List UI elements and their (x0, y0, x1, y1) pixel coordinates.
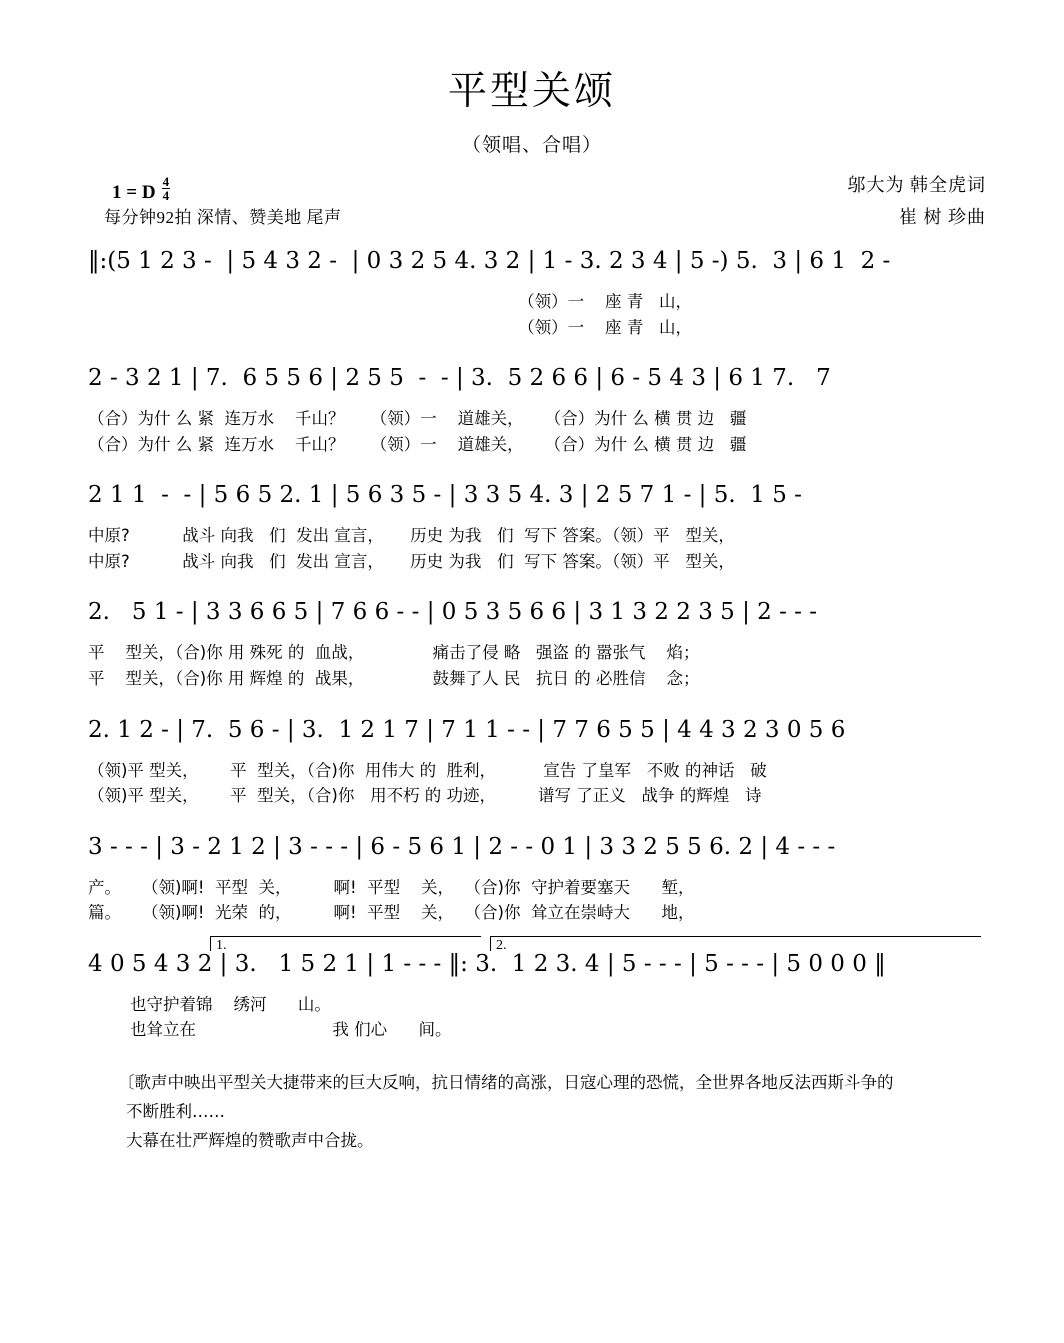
tempo-marking: 每分钟92拍 深情、赞美地 尾声 (104, 208, 342, 227)
page-subtitle: （领唱、合唱） (461, 135, 602, 156)
volta-bracket-2 (490, 936, 981, 951)
composer-credit: 崔 树 珍曲 (899, 207, 986, 227)
lyric-line-verse2: （领）一 座 青 山， (88, 317, 693, 337)
time-signature-denominator: 4 (162, 188, 170, 203)
footnote-line-3: 大幕在壮严辉煌的赞歌声中合拢。 (126, 1130, 374, 1150)
music-system-7 (0, 937, 1064, 1043)
music-system-1 (0, 249, 1064, 340)
lyric-line-verse1: 也守护着锦 绣河 山。 (88, 994, 331, 1014)
score-metadata (0, 169, 1064, 241)
lyric-line-verse2: 中原? 战斗 向我 们 发出 宣言， 历史 为我 们 写下 答案。（领）平 型关， (88, 551, 735, 571)
time-signature-numerator: 4 (162, 174, 170, 189)
notation-line: ‖:(5 1 2 3 - | 5 4 3 2 - | 0 3 2 5 4. 3 2 | 1 - 3. 2 3 4 | 5 -) 5. 3 | 6 1 2 - (88, 248, 891, 274)
page-title: 平型关颂 (447, 69, 616, 114)
key-signature-text: 1 = D (112, 182, 156, 203)
music-system-6 (0, 835, 1064, 926)
lyric-line-verse1: 中原? 战斗 向我 们 发出 宣言， 历史 为我 们 写下 答案。（领）平 型关， (88, 526, 735, 546)
volta-label-1: 1. (216, 937, 227, 953)
notation-line: 2 - 3 2 1 | 7. 6 5 5 6 | 2 5 5 - - | 3. 5 2 6 6 | 6 - 5 4 3 | 6 1 7. 7 (88, 365, 831, 392)
lyric-line-verse2: （领)平 型关， 平 型关，（合)你 用不朽 的 功迹， 谱写 了正义 战争 的辉煌 诗 (88, 786, 762, 806)
notation-line: 2. 1 2 - | 7. 5 6 - | 3. 1 2 1 7 | 7 1 1 - - | 7 7 6 5 5 | 4 4 3 2 3 0 5 6 (88, 716, 846, 743)
music-system-4 (0, 600, 1064, 691)
music-system-5 (0, 718, 1064, 809)
music-system-3 (0, 483, 1064, 574)
footnote-line-2: 不断胜利…… (126, 1101, 225, 1121)
lyric-line-verse1: （合）为什 么 紧 连万水 千山？ （领）一 道雄关， （合）为什 么 横 贯 边 疆 (88, 409, 747, 429)
notation-line: 3 - - - | 3 - 2 1 2 | 3 - - - | 6 - 5 6 1 | 2 - - 0 1 | 3 3 2 5 5 6. 2 | 4 - - - (88, 833, 836, 860)
sheet-music-page (0, 60, 1064, 1343)
lyric-line-verse1: （领）一 座 青 山， (88, 292, 693, 311)
lyric-line-verse1: 平 型关，（合)你 用 殊死 的 血战， 痛击了侵 略 强盗 的 嚣张气 焰； (88, 643, 700, 663)
time-signature (162, 175, 171, 202)
footnote-block (118, 1069, 948, 1156)
lyric-line-verse2: 平 型关，（合)你 用 辉煌 的 战果， 鼓舞了人 民 抗日 的 必胜信 念； (88, 668, 700, 688)
volta-bracket-1 (210, 936, 481, 951)
lyric-line-verse2: 也耸立在 我 们心 间。 (88, 1020, 452, 1040)
notation-line: 2 1 1 - - | 5 6 5 2. 1 | 5 6 3 5 - | 3 3 5 4. 3 | 2 5 7 1 - | 5. 1 5 - (88, 482, 802, 509)
lyric-line-verse1: （领)平 型关， 平 型关，（合)你 用伟大 的 胜利， 宣告 了皇军 不败 的神话 破 (88, 760, 767, 780)
key-signature (112, 175, 170, 204)
footnote-line-1: 〔歌声中映出平型关大捷带来的巨大反响，抗日情绪的高涨，日寇心理的恐慌，全世界各地反法西斯斗争的 (118, 1072, 894, 1092)
lyricist-credit: 邬大为 韩全虎词 (847, 175, 986, 195)
lyric-line-verse1: 产。 （领)啊! 平型 关， 啊! 平型 关， （合)你 守护着要塞天 堑， (88, 877, 695, 897)
volta-label-2: 2. (496, 937, 507, 953)
lyric-line-verse2: 篇。 （领)啊! 光荣 的， 啊! 平型 关， （合)你 耸立在崇峙大 地， (88, 903, 695, 923)
lyric-line-verse2: （合）为什 么 紧 连万水 千山？ （领）一 道雄关， （合）为什 么 横 贯 边 疆 (88, 434, 747, 454)
music-system-2 (0, 366, 1064, 457)
notation-line: 4 0 5 4 3 2 | 3. 1 5 2 1 | 1 - - - ‖: 3. 1 2 3. 4 | 5 - - - | 5 - - - | 5 0 0 0 ‖ (88, 950, 886, 977)
notation-line: 2. 5 1 - | 3 3 6 6 5 | 7 6 6 - - | 0 5 3 5 6 6 | 3 1 3 2 2 3 5 | 2 - - - (88, 599, 818, 626)
